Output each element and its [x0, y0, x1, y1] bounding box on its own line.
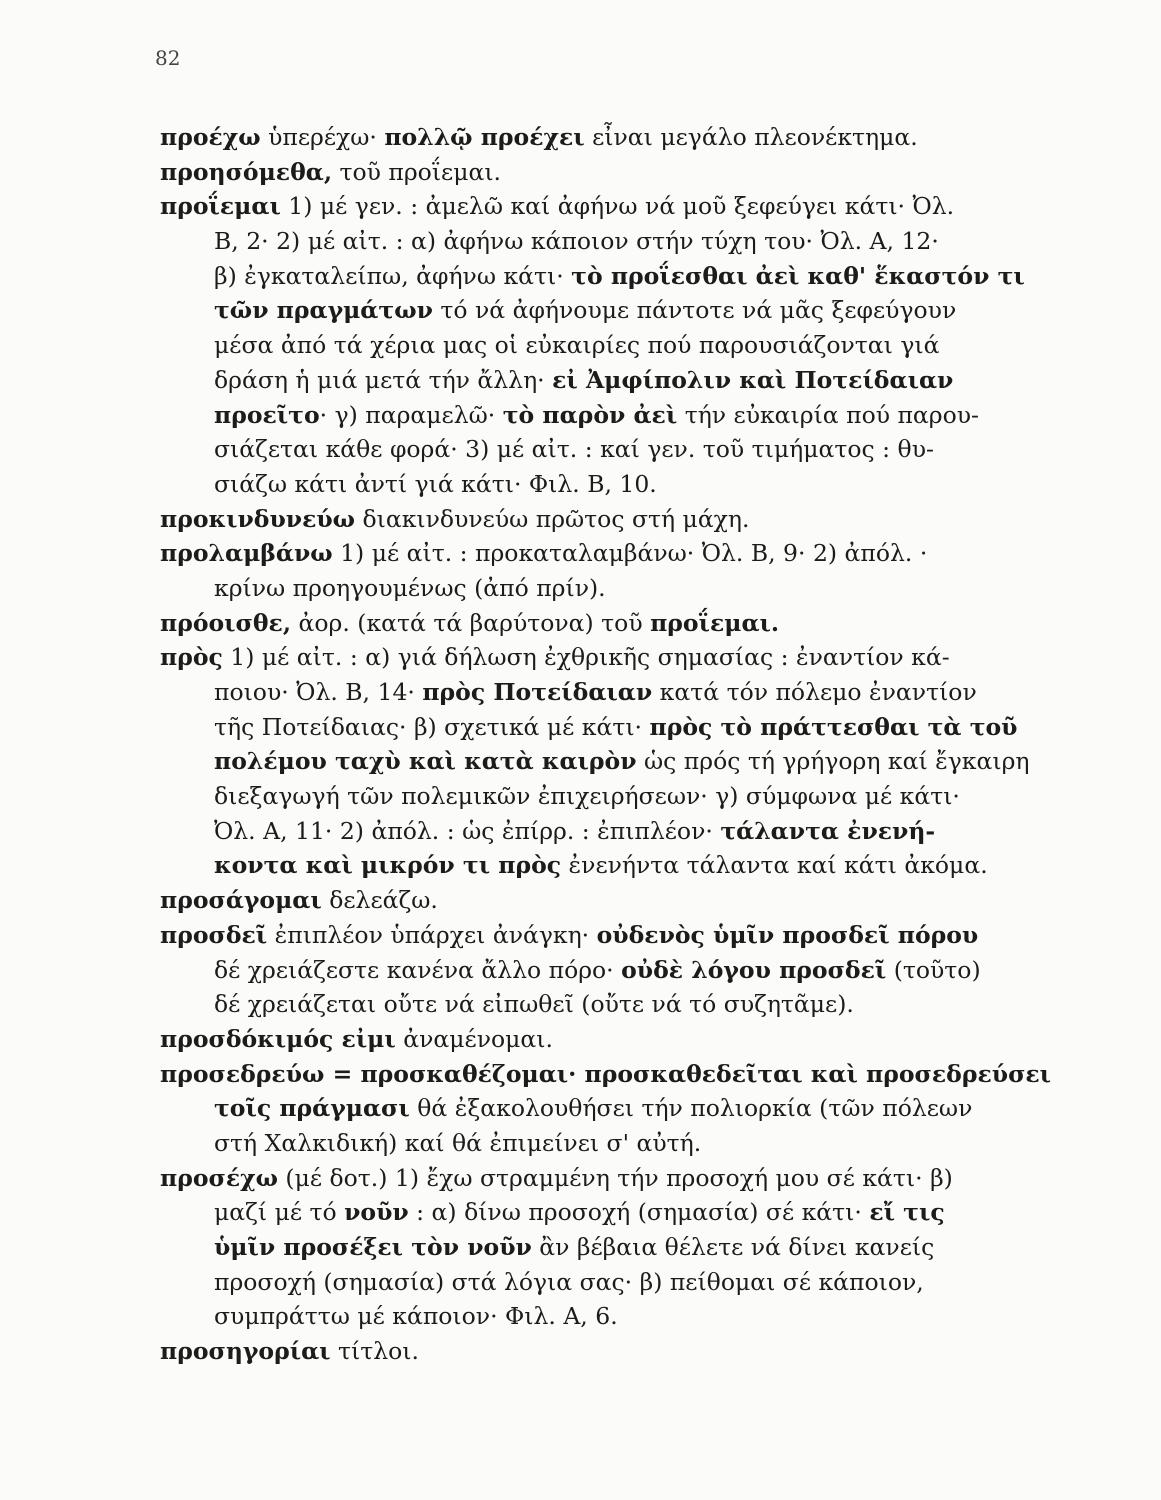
entry-continuation-line	[160, 224, 1020, 259]
definition-text: ὑπερέχω·	[260, 123, 385, 151]
definition-text: ὡς πρός τή γρήγορη καί ἔγκαιρη	[636, 747, 1030, 776]
bold-greek-term: εἴ τις	[869, 1198, 945, 1227]
definition-text: δέ χρειάζεται οὔτε νά εἰπωθεῖ (οὔτε νά τό συζητᾶμε).	[214, 990, 854, 1019]
entry-continuation-line	[160, 293, 1020, 328]
definition-text: σιάζεται κάθε φορά· 3) μέ αἰτ. : καί γεν. τοῦ τιμήματος : θυ-	[214, 435, 934, 464]
entry-continuation-line	[160, 432, 1020, 467]
bold-greek-term: τάλαντα ἐνενή-	[720, 816, 936, 845]
definition-text: στή Χαλκιδική) καί θά ἐπιμείνει σ' αὐτή.	[214, 1128, 702, 1157]
bold-greek-term: προΐεμαι	[160, 192, 281, 221]
definition-text: ἀναμένομαι.	[395, 1024, 553, 1053]
page-number: 82	[155, 46, 181, 70]
definition-text: θά ἐξακολουθήσει τήν πολιορκία (τῶν πόλεων	[409, 1094, 973, 1123]
entry-continuation-line	[160, 779, 1020, 814]
entry-continuation-line	[160, 467, 1020, 502]
definition-text: διακινδυνεύω πρῶτος στή μάχη.	[355, 504, 750, 533]
entry-continuation-line	[160, 744, 1030, 779]
definition-text: σιάζω κάτι ἀντί γιά κάτι· Φιλ. Β, 10.	[214, 469, 657, 498]
entry-headword-line	[160, 502, 1020, 537]
definition-text: Β, 2· 2) μέ αἰτ. : α) ἀφήνω κάποιον στήν τύχη του· Ὀλ. Α, 12·	[214, 227, 939, 256]
bold-greek-term: πρὸς	[160, 643, 223, 672]
bold-greek-term: εἰ Ἀμφίπολιν καὶ Ποτείδαιαν	[552, 365, 954, 394]
definition-text: δράση ἡ μιά μετά τήν ἄλλη·	[214, 365, 553, 394]
entry-headword-line	[160, 1334, 1020, 1369]
entry-continuation-line	[160, 987, 1020, 1022]
definition-text: τῆς Ποτείδαιας· β) σχετικά μέ κάτι·	[214, 712, 650, 741]
bold-greek-term: προσεδρεύω = προσκαθέζομαι· προσκαθεδεῖται καὶ προσεδρεύσει	[160, 1059, 1052, 1088]
definition-text: μαζί μέ τό	[214, 1198, 345, 1227]
definition-text: συμπράττω μέ κάποιον· Φιλ. Α, 6.	[214, 1302, 618, 1331]
bold-greek-term: προσηγορίαι	[160, 1337, 331, 1366]
bold-greek-term: πρὸς Ποτείδαιαν	[422, 678, 653, 706]
entry-headword-line	[160, 1161, 1020, 1196]
bold-greek-term: προσέχω	[160, 1163, 278, 1192]
bold-greek-term: πολέμου ταχὺ καὶ κατὰ καιρὸν	[214, 747, 637, 776]
bold-greek-term: προσδεῖ	[160, 920, 268, 949]
bold-greek-term: πολλῷ προέχει	[384, 123, 585, 151]
entry-headword-line	[160, 536, 1020, 571]
definition-text: διεξαγωγή τῶν πολεμικῶν ἐπιχειρήσεων· γ) σύμφωνα μέ κάτι·	[214, 782, 960, 811]
entry-continuation-line	[160, 363, 1020, 398]
dictionary-entries	[160, 120, 1052, 1369]
bold-greek-term: προκινδυνεύω	[160, 504, 356, 533]
entry-continuation-line	[160, 1126, 1020, 1161]
definition-text: ἐνενήντα τάλαντα καί κάτι ἀκόμα.	[561, 851, 988, 880]
definition-text: ἀορ. (κατά τά βαρύτονα) τοῦ	[291, 608, 651, 637]
entry-continuation-line	[160, 710, 1020, 745]
bold-greek-term: οὐδενὸς ὑμῖν προσδεῖ πόρου	[596, 920, 979, 949]
definition-text: ἂν βέβαια θέλετε νά δίνει κανείς	[531, 1233, 935, 1261]
entry-headword-line	[160, 883, 1020, 918]
bold-greek-term: οὐδὲ λόγου προσδεῖ	[621, 955, 887, 984]
entry-headword-line	[160, 918, 1020, 953]
definition-text: κρίνω προηγουμένως (ἀπό πρίν).	[214, 573, 606, 602]
entry-continuation-line	[160, 1265, 1020, 1300]
entry-headword-line	[160, 189, 1020, 224]
entry-headword-line	[160, 1057, 1052, 1092]
definition-text: δελεάζω.	[321, 886, 438, 915]
entry-continuation-line	[160, 259, 1025, 294]
definition-text: 1) μέ αἰτ. : α) γιά δήλωση ἐχθρικῆς σημασίας : ἐναντίον κά-	[222, 643, 950, 672]
entry-headword-line	[160, 120, 1020, 155]
entry-continuation-line	[160, 953, 1020, 988]
entry-continuation-line	[160, 571, 1020, 606]
bold-greek-term: τοῖς πράγμασι	[214, 1094, 410, 1123]
bold-greek-term: προλαμβάνω	[160, 539, 333, 568]
definition-text: (τοῦτο)	[886, 955, 981, 984]
definition-text: ποιου· Ὀλ. Β, 14·	[214, 678, 423, 706]
bold-greek-term: προσάγομαι	[160, 886, 322, 915]
bold-greek-term: προΐεμαι.	[650, 608, 780, 637]
entry-continuation-line	[160, 848, 1020, 883]
definition-text: κατά τόν πόλεμο ἐναντίον	[652, 678, 977, 706]
definition-text: εἶναι μεγάλο πλεονέκτημα.	[584, 123, 918, 151]
entry-continuation-line	[160, 675, 1020, 710]
bold-greek-term: προησόμεθα,	[160, 157, 333, 186]
bold-greek-term: πρὸς τὸ πράττεσθαι τὰ τοῦ	[649, 712, 1018, 741]
definition-text: Ὀλ. Α, 11· 2) ἀπόλ. : ὡς ἐπίρρ. : ἐπιπλέον·	[214, 816, 721, 845]
bold-greek-term: κοντα καὶ μικρόν τι πρὸς	[214, 851, 562, 880]
bold-greek-term: προσδόκιμός εἰμι	[160, 1024, 396, 1053]
bold-greek-term: τὸ προΐεσθαι ἀεὶ καθ' ἕκαστόν τι	[571, 261, 1025, 290]
definition-text: 1) μέ γεν. : ἀμελῶ καί ἀφήνω νά μοῦ ξεφεύγει κάτι· Ὀλ.	[280, 192, 955, 221]
definition-text: τήν εὐκαιρία πού παρου-	[677, 400, 979, 429]
definition-text: · γ) παραμελῶ·	[319, 400, 503, 429]
entry-continuation-line	[160, 1091, 1020, 1126]
entry-continuation-line	[160, 814, 1020, 849]
definition-text: τίτλοι.	[330, 1337, 419, 1366]
definition-text: : α) δίνω προσοχή (σημασία) σέ κάτι·	[408, 1198, 870, 1227]
bold-greek-term: προεῖτο	[214, 400, 320, 429]
definition-text: τοῦ προΐεμαι.	[332, 157, 502, 186]
entry-headword-line	[160, 640, 1020, 675]
entry-headword-line	[160, 1022, 1020, 1057]
bold-greek-term: νοῦν	[344, 1198, 409, 1227]
entry-continuation-line	[160, 398, 1020, 433]
entry-headword-line	[160, 606, 1020, 641]
definition-text: μέσα ἀπό τά χέρια μας οἱ εὐκαιρίες πού παρουσιάζονται γιά	[214, 331, 940, 360]
bold-greek-term: τῶν πραγμάτων	[214, 296, 433, 325]
definition-text: ἐπιπλέον ὑπάρχει ἀνάγκη·	[267, 920, 597, 949]
entry-continuation-line	[160, 1230, 1020, 1265]
bold-greek-term: ὑμῖν προσέξει τὸν νοῦν	[214, 1233, 532, 1261]
definition-text: τό νά ἀφήνουμε πάντοτε νά μᾶς ξεφεύγουν	[432, 296, 957, 325]
entry-continuation-line	[160, 1195, 1020, 1230]
definition-text: 1) μέ αἰτ. : προκαταλαμβάνω· Ὀλ. Β, 9· 2) ἀπόλ. ·	[332, 539, 928, 568]
bold-greek-term: τὸ παρὸν ἀεὶ	[502, 400, 678, 429]
bold-greek-term: προέχω	[160, 123, 261, 151]
entry-headword-line	[160, 155, 1020, 190]
definition-text: προσοχή (σημασία) στά λόγια σας· β) πείθομαι σέ κάποιον,	[214, 1267, 924, 1296]
definition-text: δέ χρειάζεστε κανένα ἄλλο πόρο·	[214, 955, 622, 984]
entry-continuation-line	[160, 328, 1020, 363]
definition-text: β) ἐγκαταλείπω, ἀφήνω κάτι·	[214, 261, 572, 290]
entry-continuation-line	[160, 1299, 1020, 1334]
bold-greek-term: πρόοισθε,	[160, 608, 292, 637]
definition-text: (μέ δοτ.) 1) ἔχω στραμμένη τήν προσοχή μου σέ κάτι· β)	[277, 1163, 953, 1192]
